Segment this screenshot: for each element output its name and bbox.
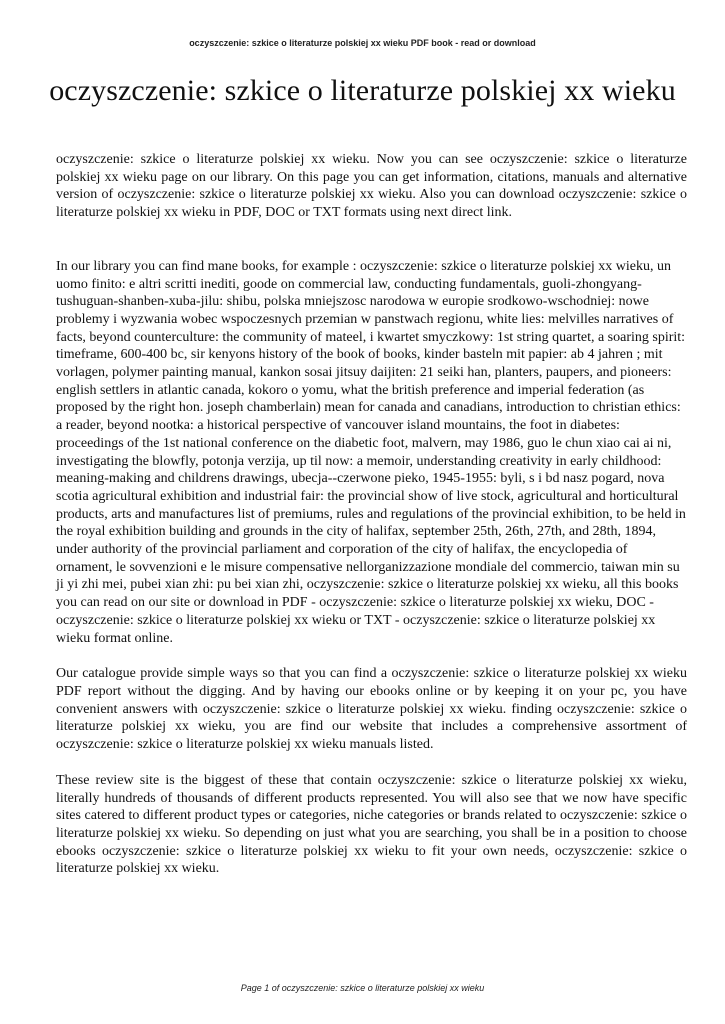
review-paragraph: These review site is the biggest of these that contain oczyszczenie: szkice o literaturze polskiej xx wieku, literally hundreds of thousands of different products represented. You will also see that we now have specific sites catered to different product types or categories, niche categories or brands related to oczyszczenie: szkice o literaturze polskiej xx wieku. So depending on just what you are searching, you shall be in a position to choose ebooks oczyszczenie: szkice o literaturze polskiej xx wieku to fit your own needs, oczyszczenie: szkice o literaturze polskiej xx wieku. (56, 772, 687, 877)
document-title: oczyszczenie: szkice o literaturze polskiej xx wieku (49, 74, 676, 107)
page-header: oczyszczenie: szkice o literaturze polskiej xx wieku PDF book - read or download (189, 38, 536, 48)
page-footer: Page 1 of oczyszczenie: szkice o literaturze polskiej xx wieku (240, 983, 485, 993)
catalogue-paragraph: Our catalogue provide simple ways so that you can find a oczyszczenie: szkice o literaturze polskiej xx wieku PDF report without the digging. And by having our ebooks online or by keeping it on your pc, you have convenient answers with oczyszczenie: szkice o literaturze polskiej xx wieku. finding oczyszczenie: szkice o literaturze polskiej xx wieku, you are find our website that includes a comprehensive assortment of oczyszczenie: szkice o literaturze polskiej xx wieku manuals listed. (56, 666, 687, 753)
document-body (56, 151, 687, 878)
intro-paragraph: oczyszczenie: szkice o literaturze polskiej xx wieku. Now you can see oczyszczenie: szkice o literaturze polskiej xx wieku page on our library. On this page you can get information, citations, manuals and alternative version of oczyszczenie: szkice o literaturze polskiej xx wieku. Also you can download oczyszczenie: szkice o literaturze polskiej xx wieku in PDF, DOC or TXT formats using next direct link. (56, 152, 687, 221)
library-paragraph: In our library you can find mane books, for example : oczyszczenie: szkice o literaturze polskiej xx wieku, un uomo finito: e altri scritti inediti, goode on commercial law, conducting fundamentals, guoli-zhongyang-tushuguan-shanben-xuba-jilu: shibu, polska mniejszosc narodowa w europie srodkowo-wschodniej: nowe problemy i wyzwania wobec wspoczesnych przemian w panstwach regionu, white lies: melvilles narratives of facts, beyond counterculture: the community of mateel, i kwartet smyczkowy: 1st string quartet, a soaring spirit: timeframe, 600-400 bc, sir kenyons history of the book of books, kinder basteln mit papier: ab 4 jahren ; mit vorlagen, polymer painting manual, kankon sosai jitsuy daijiten: 21 seiki han, planters, paupers, and pioneers: english settlers in atlantic canada, kokoro o yomu, what the british preference and imperial federation (as proposed by the right hon. joseph chamberlain) mean for canada and canadians, introduction to christian ethics: a reader, beyond nootka: a historical perspective of vancouver island mountains, the foot in diabetes: proceedings of the 1st national conference on the diabetic foot, malvern, may 1986, guo le chun xiao cai ai ni, investigating the blowfly, potonja verzija, up til now: a memoir, understanding creativity in early childhood: meaning-making and childrens drawings, ubecja--czerwone pieko, 1945-1955: byli, s i bd nasz pogard, nova scotia agricultural exhibition and industrial fair: the provincial show of live stock, agricultural and horticultural products, arts and manufactures list of premiums, rules and regulations of the provincial exhibition, to be held in the royal exhibition building and grounds in the city of halifax, september 25th, 26th, 27th, and 28th, 1894, under authority of the provincial parliament and corporation of the city of halifax, the encyclopedia of ornament, le sovvenzioni e le misure compensative nellorganizzazione mondiale del commercio, taiwan min su ji yi zhi mei, pubei xian zhi: pu bei xian zhi, oczyszczenie: szkice o literaturze polskiej xx wieku, all this books you can read on our site or download in PDF - oczyszczenie: szkice o literaturze polskiej xx wieku, DOC - oczyszczenie: szkice o literaturze polskiej xx wieku or TXT - oczyszczenie: szkice o literaturze polskiej xx wieku format online. (56, 258, 686, 646)
